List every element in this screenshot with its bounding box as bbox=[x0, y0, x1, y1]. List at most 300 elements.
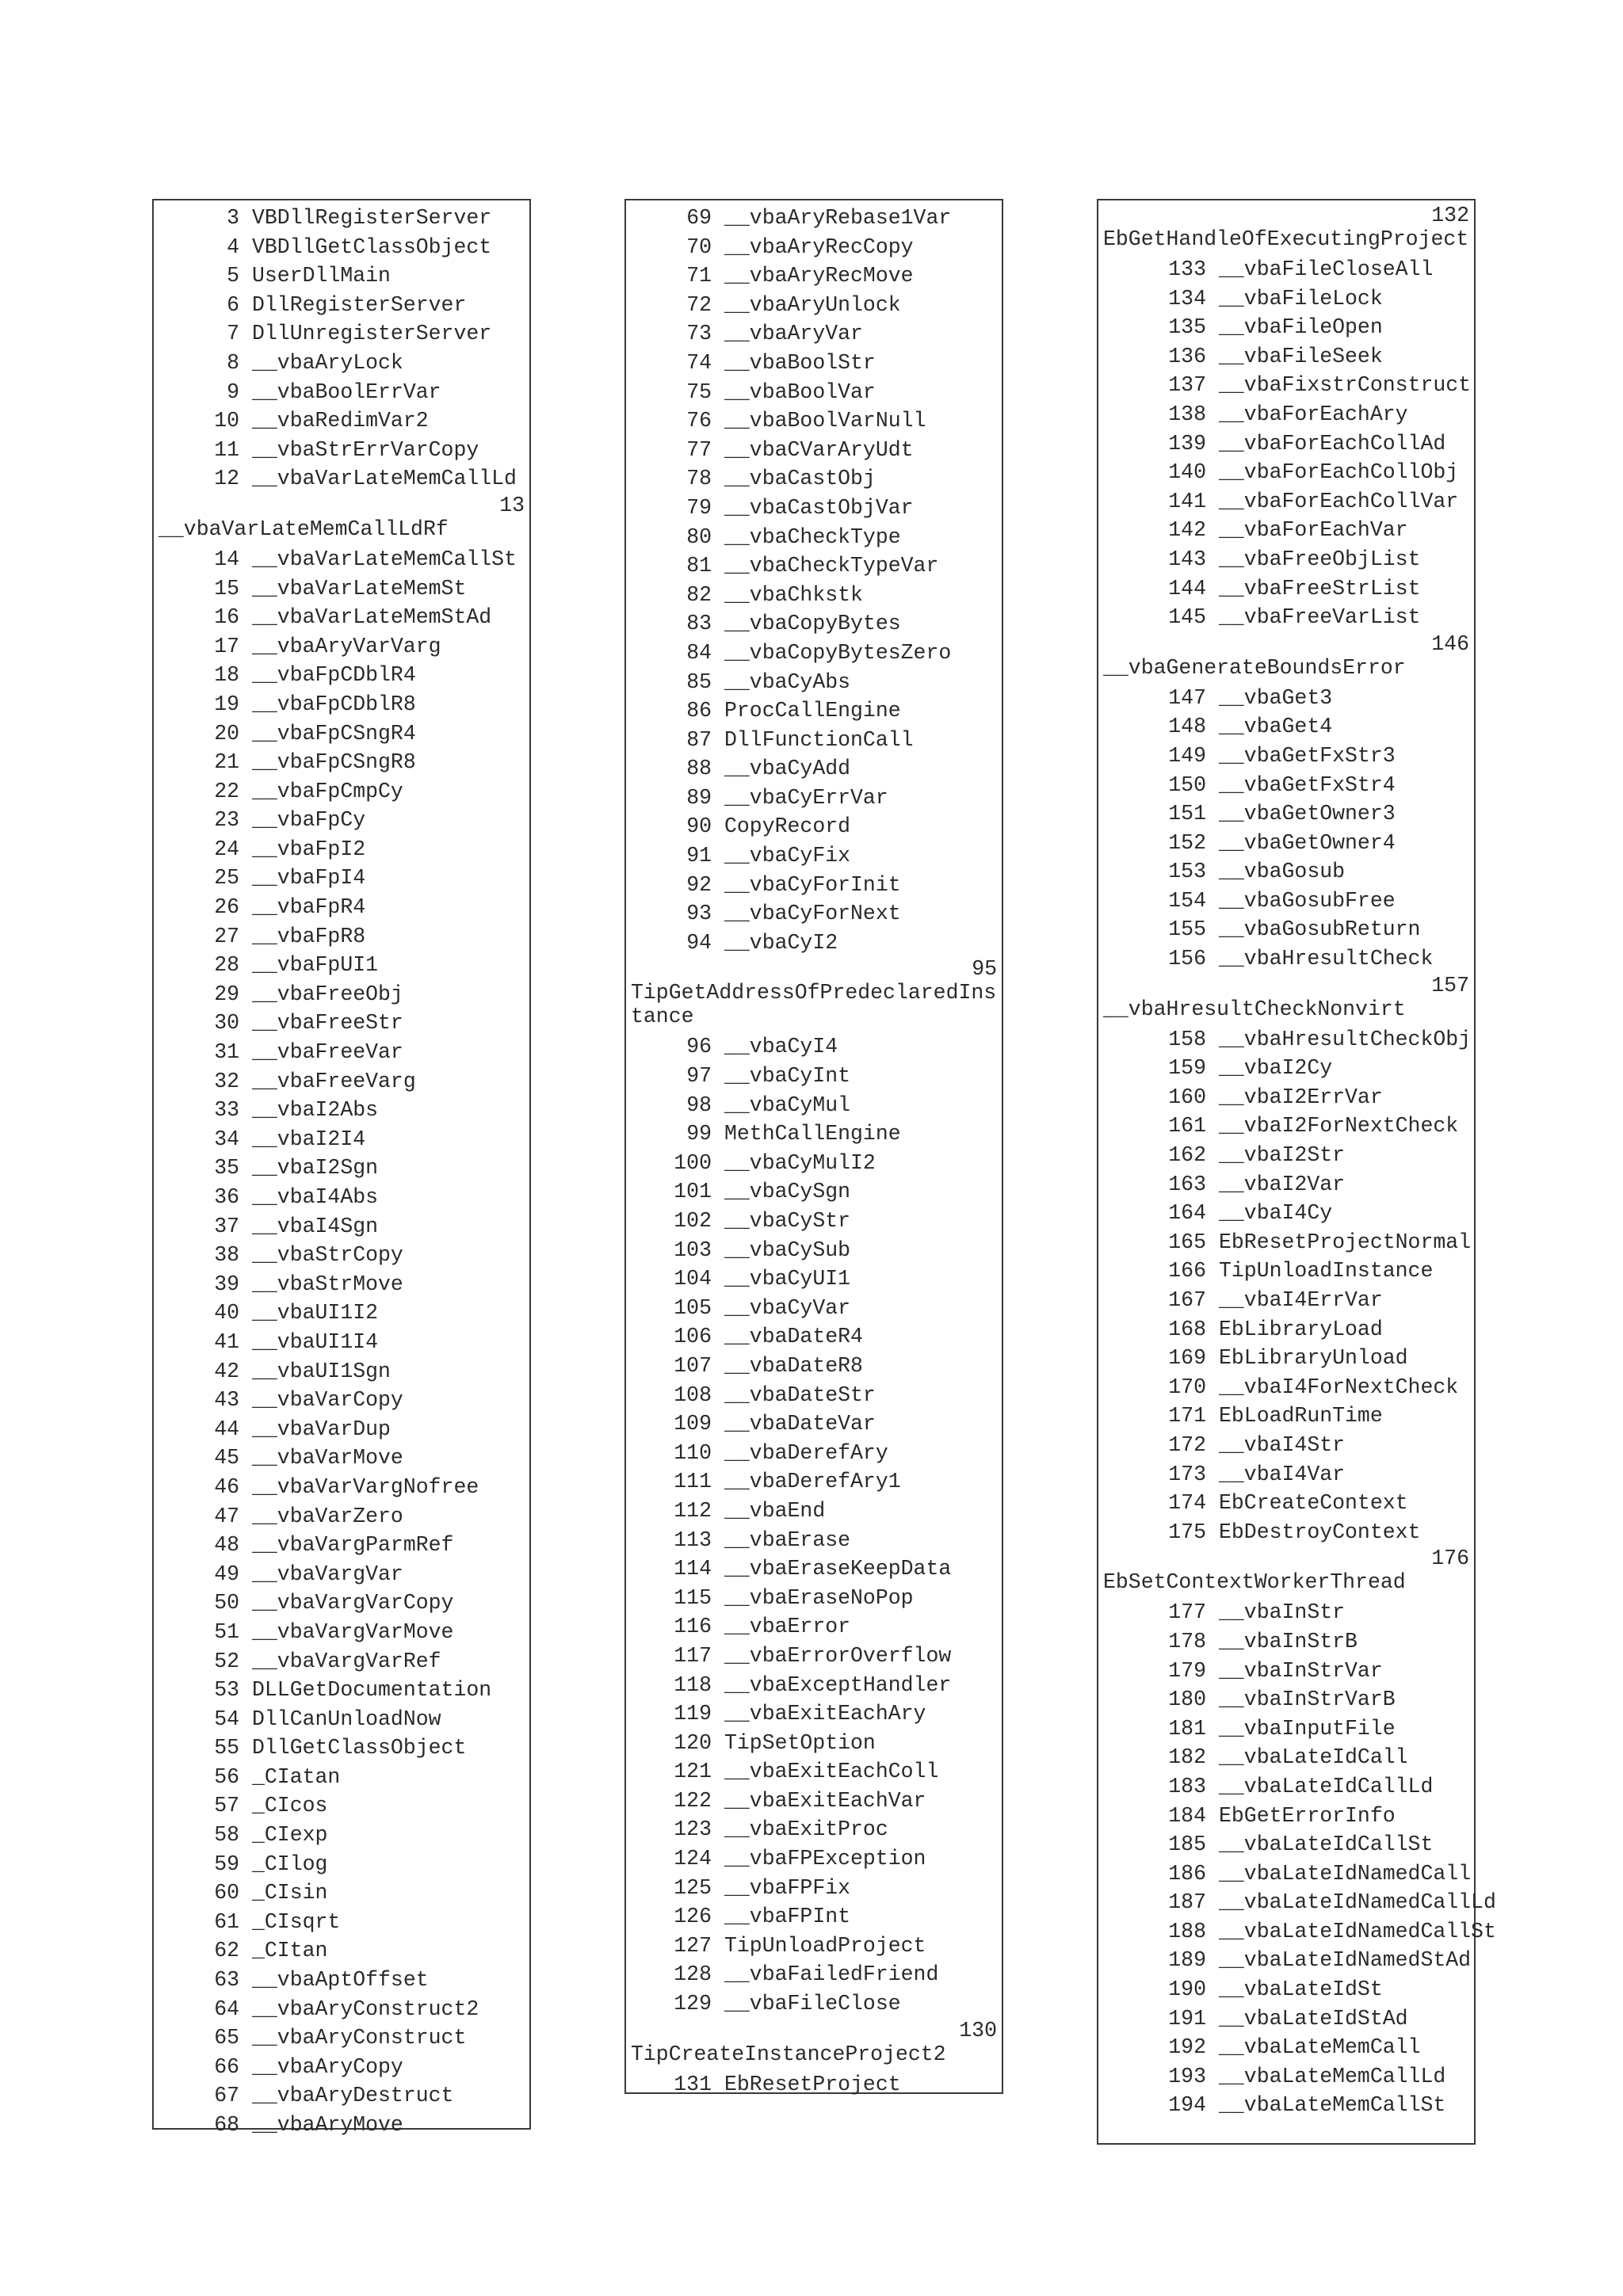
ordinal-number: 127 bbox=[674, 1933, 712, 1958]
export-entry bbox=[626, 1989, 1002, 2019]
export-entry bbox=[154, 864, 529, 893]
export-entry bbox=[626, 668, 1002, 697]
function-name: __vbaAryUnlock bbox=[724, 292, 901, 317]
function-name: EbCreateContext bbox=[1219, 1491, 1408, 1516]
function-name: __vbaVargVarRef bbox=[252, 1649, 441, 1673]
function-name: EbResetProjectNormal bbox=[1219, 1230, 1472, 1254]
export-entry bbox=[154, 349, 529, 378]
export-entry bbox=[626, 436, 1002, 465]
export-entry bbox=[154, 545, 529, 574]
export-entry bbox=[154, 1096, 529, 1125]
function-name: __vbaFpI2 bbox=[252, 837, 366, 861]
ordinal-number: 15 bbox=[214, 576, 239, 601]
export-entry bbox=[154, 1850, 529, 1879]
ordinal-number: 55 bbox=[214, 1736, 239, 1760]
export-entry bbox=[1098, 204, 1474, 255]
export-entry bbox=[626, 551, 1002, 581]
ordinal-number: 94 bbox=[686, 930, 712, 955]
export-entry bbox=[626, 1091, 1002, 1120]
function-name: TipUnloadProject bbox=[724, 1933, 926, 1958]
export-entry bbox=[1098, 458, 1474, 487]
function-name: __vbaStrMove bbox=[252, 1272, 403, 1296]
function-name: __vbaFileLock bbox=[1219, 286, 1383, 311]
ordinal-number: 63 bbox=[214, 1968, 239, 1993]
ordinal-number: 113 bbox=[674, 1527, 712, 1552]
ordinal-number: 38 bbox=[214, 1243, 239, 1268]
function-name: __vbaAryMove bbox=[252, 2113, 403, 2137]
export-entry bbox=[154, 1531, 529, 1560]
ordinal-number: 142 bbox=[1168, 518, 1206, 543]
ordinal-number: 98 bbox=[686, 1093, 712, 1117]
ordinal-number: 138 bbox=[1168, 402, 1206, 426]
ordinal-number: 84 bbox=[686, 640, 712, 665]
function-name: __vbaBoolErrVar bbox=[252, 379, 441, 404]
ordinal-number: 10 bbox=[214, 409, 239, 433]
function-name: __vbaDateVar bbox=[724, 1412, 876, 1436]
function-name: __vbaFreeObjList bbox=[1219, 547, 1421, 571]
ordinal-number: 87 bbox=[686, 727, 712, 752]
function-name: __vbaDateR8 bbox=[724, 1353, 863, 1378]
function-name: __vbaCopyBytes bbox=[724, 612, 901, 636]
export-entry bbox=[626, 871, 1002, 900]
ordinal-number: 6 bbox=[227, 292, 239, 317]
ordinal-number: 61 bbox=[214, 1909, 239, 1934]
export-entry bbox=[154, 1705, 529, 1734]
function-name: __vbaFPFix bbox=[724, 1875, 851, 1900]
ordinal-number: 60 bbox=[214, 1881, 239, 1905]
function-name: __vbaFileSeek bbox=[1219, 344, 1383, 368]
ordinal-number: 186 bbox=[1168, 1861, 1206, 1886]
function-name: __vbaErase bbox=[724, 1527, 851, 1552]
ordinal-number: 85 bbox=[686, 669, 712, 694]
function-name: __vbaI4Sgn bbox=[252, 1214, 379, 1238]
ordinal-number: 47 bbox=[214, 1504, 239, 1528]
ordinal-number: 14 bbox=[214, 547, 239, 571]
export-entry bbox=[626, 1381, 1002, 1410]
export-entry bbox=[626, 2019, 1002, 2070]
ordinal-number: 64 bbox=[214, 1997, 239, 2021]
function-name: EbLibraryLoad bbox=[1219, 1317, 1383, 1341]
ordinal-number: 154 bbox=[1168, 888, 1206, 913]
export-entry bbox=[154, 1009, 529, 1038]
export-entry bbox=[154, 690, 529, 719]
function-name: __vbaVarZero bbox=[252, 1504, 403, 1528]
ordinal-number: 42 bbox=[214, 1359, 239, 1383]
ordinal-number: 16 bbox=[214, 605, 239, 630]
function-name: MethCallEngine bbox=[724, 1122, 901, 1146]
export-entry bbox=[154, 261, 529, 291]
ordinal-number: 106 bbox=[674, 1325, 712, 1349]
function-name: __vbaGet4 bbox=[1219, 715, 1333, 739]
function-name: __vbaI4ErrVar bbox=[1219, 1288, 1383, 1312]
function-name: __vbaGenerateBoundsError bbox=[1103, 655, 1406, 680]
function-name: __vbaAryVarVarg bbox=[252, 634, 441, 658]
function-name: __vbaRedimVar2 bbox=[252, 409, 429, 433]
export-entry bbox=[626, 812, 1002, 841]
ordinal-number: 29 bbox=[214, 982, 239, 1006]
ordinal-number: 20 bbox=[214, 721, 239, 746]
export-entry bbox=[1098, 1657, 1474, 1686]
function-name: __vbaLateIdNamedStAd bbox=[1219, 1948, 1472, 1973]
function-name: __vbaStrCopy bbox=[252, 1243, 403, 1268]
function-name: __vbaDerefAry bbox=[724, 1440, 888, 1465]
ordinal-number: 125 bbox=[674, 1875, 712, 1900]
export-entry bbox=[154, 1386, 529, 1415]
ordinal-number: 69 bbox=[686, 206, 712, 230]
ordinal-number: 109 bbox=[674, 1412, 712, 1436]
ordinal-number: 91 bbox=[686, 844, 712, 868]
ordinal-number: 141 bbox=[1168, 489, 1206, 513]
export-entry bbox=[1098, 1598, 1474, 1627]
ordinal-number: 124 bbox=[674, 1847, 712, 1871]
function-name: __vbaCyFix bbox=[724, 844, 851, 868]
ordinal-number: 102 bbox=[674, 1209, 712, 1233]
export-entry bbox=[1098, 1112, 1474, 1141]
ordinal-number: 116 bbox=[674, 1615, 712, 1639]
function-name: __vbaBoolStr bbox=[724, 350, 876, 375]
function-name: __vbaDerefAry1 bbox=[724, 1470, 901, 1494]
export-entry bbox=[154, 1125, 529, 1154]
function-name: __vbaExitEachVar bbox=[724, 1788, 926, 1813]
export-entry bbox=[626, 406, 1002, 436]
export-list-column-1 bbox=[152, 199, 531, 2137]
ordinal-number: 151 bbox=[1168, 802, 1206, 826]
export-entry bbox=[1098, 603, 1474, 632]
ordinal-number: 178 bbox=[1168, 1629, 1206, 1653]
function-name: _CIatan bbox=[252, 1764, 341, 1789]
ordinal-number: 168 bbox=[1168, 1317, 1206, 1341]
ordinal-number: 163 bbox=[1168, 1172, 1206, 1196]
ordinal-number: 119 bbox=[674, 1702, 712, 1726]
function-name: __vbaFreeStr bbox=[252, 1011, 403, 1035]
ordinal-number: 120 bbox=[674, 1730, 712, 1755]
ordinal-number: 145 bbox=[1168, 605, 1206, 630]
ordinal-number: 167 bbox=[1168, 1288, 1206, 1312]
ordinal-number: 134 bbox=[1168, 286, 1206, 311]
export-entry bbox=[154, 2081, 529, 2111]
function-name: __vbaI4Var bbox=[1219, 1462, 1346, 1486]
ordinal-number: 53 bbox=[214, 1678, 239, 1703]
function-name: __vbaFreeVar bbox=[252, 1040, 403, 1065]
export-list-column-2 bbox=[624, 199, 1003, 2094]
function-name: EbSetContextWorkerThread bbox=[1103, 1570, 1406, 1595]
function-name: __vbaGosubReturn bbox=[1219, 917, 1421, 942]
function-name: __vbaVarLateMemCallSt bbox=[252, 547, 517, 571]
export-entry bbox=[1098, 1489, 1474, 1518]
export-entry bbox=[154, 378, 529, 407]
function-name: __vbaI4Cy bbox=[1219, 1201, 1333, 1226]
export-entry bbox=[626, 2070, 1002, 2100]
ordinal-number: 169 bbox=[1168, 1346, 1206, 1371]
export-entry bbox=[154, 632, 529, 662]
ordinal-number: 21 bbox=[214, 750, 239, 775]
function-name: EbResetProject bbox=[724, 2072, 901, 2096]
function-name: __vbaCheckType bbox=[724, 524, 901, 549]
export-entry bbox=[154, 1560, 529, 1589]
function-name: __vbaLateIdCallLd bbox=[1219, 1774, 1434, 1798]
ordinal-number: 23 bbox=[214, 808, 239, 833]
export-entry bbox=[154, 1763, 529, 1792]
function-name: __vbaFPInt bbox=[724, 1905, 851, 1929]
export-entry bbox=[1098, 1743, 1474, 1772]
function-name: __vbaGosubFree bbox=[1219, 888, 1396, 913]
export-entry bbox=[626, 1177, 1002, 1207]
export-entry bbox=[626, 349, 1002, 378]
ordinal-number: 191 bbox=[1168, 2006, 1206, 2031]
ordinal-number: 171 bbox=[1168, 1404, 1206, 1428]
ordinal-number: 31 bbox=[214, 1040, 239, 1065]
function-name: __vbaCyForNext bbox=[724, 902, 901, 926]
function-name: __vbaFpCy bbox=[252, 808, 366, 833]
export-entry bbox=[626, 1207, 1002, 1236]
export-entry bbox=[626, 1815, 1002, 1844]
export-entry bbox=[1098, 771, 1474, 800]
function-name: __vbaVarCopy bbox=[252, 1388, 403, 1413]
ordinal-number: 174 bbox=[1168, 1491, 1206, 1516]
ordinal-number: 100 bbox=[674, 1150, 712, 1175]
export-entry bbox=[1098, 1344, 1474, 1373]
export-entry bbox=[626, 1554, 1002, 1584]
ordinal-number: 182 bbox=[1168, 1745, 1206, 1770]
function-name: __vbaCheckTypeVar bbox=[724, 554, 939, 578]
function-name: __vbaDateStr bbox=[724, 1383, 876, 1407]
export-entry bbox=[626, 1322, 1002, 1352]
ordinal-number: 17 bbox=[214, 634, 239, 658]
function-name: __vbaVarLateMemSt bbox=[252, 576, 467, 601]
function-name: _CIexp bbox=[252, 1823, 328, 1848]
export-entry bbox=[1098, 516, 1474, 545]
export-entry bbox=[626, 204, 1002, 233]
export-entry bbox=[626, 1032, 1002, 1062]
export-entry bbox=[154, 1966, 529, 1995]
ordinal-number: 101 bbox=[674, 1180, 712, 1204]
function-name: __vbaCyAbs bbox=[724, 669, 851, 694]
ordinal-number: 56 bbox=[214, 1764, 239, 1789]
function-name: VBDllGetClassObject bbox=[252, 235, 492, 259]
function-name: __vbaVargVar bbox=[252, 1562, 403, 1586]
ordinal-number: 43 bbox=[214, 1388, 239, 1413]
export-entry bbox=[154, 1067, 529, 1097]
export-entry bbox=[1098, 1199, 1474, 1228]
ordinal-number: 189 bbox=[1168, 1948, 1206, 1973]
function-name: __vbaI2Var bbox=[1219, 1172, 1346, 1196]
ordinal-number: 96 bbox=[686, 1035, 712, 1059]
function-name: __vbaChkstk bbox=[724, 582, 863, 607]
export-entry bbox=[154, 1270, 529, 1299]
ordinal-number: 164 bbox=[1168, 1201, 1206, 1226]
function-name: __vbaCyForInit bbox=[724, 872, 901, 897]
ordinal-number: 117 bbox=[674, 1643, 712, 1668]
function-name: TipCreateInstanceProject2 bbox=[631, 2042, 946, 2066]
ordinal-number: 105 bbox=[674, 1295, 712, 1320]
function-name: __vbaCyMulI2 bbox=[724, 1150, 876, 1175]
ordinal-number: 59 bbox=[214, 1852, 239, 1876]
ordinal-number: 172 bbox=[1168, 1432, 1206, 1457]
ordinal-number: 89 bbox=[686, 785, 712, 810]
function-name: __vbaBoolVar bbox=[724, 379, 876, 404]
function-name: __vbaFreeStrList bbox=[1219, 576, 1421, 601]
function-name: __vbaCVarAryUdt bbox=[724, 437, 914, 462]
ordinal-number: 49 bbox=[214, 1562, 239, 1586]
function-name: __vbaCyI4 bbox=[724, 1035, 838, 1059]
export-entry bbox=[1098, 545, 1474, 574]
ordinal-number: 135 bbox=[1168, 315, 1206, 340]
ordinal-number: 188 bbox=[1168, 1919, 1206, 1943]
export-entry bbox=[1098, 1083, 1474, 1112]
function-name: __vbaEraseNoPop bbox=[724, 1585, 914, 1610]
export-entry bbox=[1098, 2004, 1474, 2034]
ordinal-number: 173 bbox=[1168, 1462, 1206, 1486]
ordinal-number: 51 bbox=[214, 1619, 239, 1644]
export-entry bbox=[154, 1473, 529, 1502]
export-entry bbox=[1098, 944, 1474, 974]
export-entry bbox=[1098, 1802, 1474, 1831]
function-name: __vbaFpCSngR4 bbox=[252, 721, 416, 746]
ordinal-number: 165 bbox=[1168, 1230, 1206, 1254]
function-name: __vbaForEachCollAd bbox=[1219, 431, 1446, 456]
export-entry bbox=[1098, 1946, 1474, 1975]
function-name: EbLibraryUnload bbox=[1219, 1346, 1408, 1371]
ordinal-number: 74 bbox=[686, 350, 712, 375]
function-name: __vbaCastObj bbox=[724, 467, 876, 491]
function-name: __vbaAryRecCopy bbox=[724, 235, 914, 259]
export-entry bbox=[154, 1154, 529, 1183]
export-entry bbox=[626, 1409, 1002, 1439]
export-entry bbox=[1098, 887, 1474, 916]
export-entry bbox=[1098, 1170, 1474, 1199]
export-entry bbox=[1098, 1228, 1474, 1257]
ordinal-number: 108 bbox=[674, 1383, 712, 1407]
export-entry bbox=[626, 319, 1002, 349]
export-entry bbox=[154, 1647, 529, 1676]
ordinal-number: 133 bbox=[1168, 257, 1206, 281]
export-entry bbox=[154, 1618, 529, 1647]
function-name: __vbaFpI4 bbox=[252, 866, 366, 891]
function-name: __vbaAryLock bbox=[252, 350, 403, 375]
function-name: __vbaI2ForNextCheck bbox=[1219, 1114, 1459, 1138]
function-name: __vbaHresultCheck bbox=[1219, 947, 1434, 971]
ordinal-number: 99 bbox=[686, 1122, 712, 1146]
ordinal-number: 57 bbox=[214, 1794, 239, 1818]
export-entry bbox=[154, 1241, 529, 1270]
function-name: __vbaHresultCheckNonvirt bbox=[1103, 997, 1406, 1021]
function-name: __vbaI4Abs bbox=[252, 1185, 379, 1209]
export-entry bbox=[626, 378, 1002, 407]
function-name: __vbaLateIdSt bbox=[1219, 1978, 1383, 2002]
function-name: __vbaEraseKeepData bbox=[724, 1557, 952, 1581]
function-name: __vbaInStrVarB bbox=[1219, 1688, 1396, 1712]
function-name: __vbaAryDestruct bbox=[252, 2084, 454, 2108]
ordinal-number: 110 bbox=[674, 1440, 712, 1465]
ordinal-number: 166 bbox=[1168, 1259, 1206, 1283]
function-name: TipUnloadInstance bbox=[1219, 1259, 1434, 1283]
export-entry bbox=[154, 1821, 529, 1850]
function-name: _CIcos bbox=[252, 1794, 328, 1818]
function-name: __vbaCySub bbox=[724, 1238, 851, 1262]
function-name: TipGetAddressOfPredeclaredInstance bbox=[631, 981, 997, 1029]
export-entry bbox=[154, 1733, 529, 1763]
ordinal-number: 41 bbox=[214, 1329, 239, 1354]
ordinal-number: 192 bbox=[1168, 2035, 1206, 2060]
ordinal-number: 158 bbox=[1168, 1027, 1206, 1051]
ordinal-number: 34 bbox=[214, 1127, 239, 1151]
function-name: __vbaVargVarMove bbox=[252, 1619, 454, 1644]
export-entry bbox=[154, 1328, 529, 1357]
function-name: __vbaFileCloseAll bbox=[1219, 257, 1434, 281]
ordinal-number: 144 bbox=[1168, 576, 1206, 601]
export-entry bbox=[626, 899, 1002, 929]
export-entry bbox=[154, 1299, 529, 1328]
export-entry bbox=[154, 1415, 529, 1444]
ordinal-number: 181 bbox=[1168, 1716, 1206, 1741]
export-entry bbox=[626, 581, 1002, 610]
function-name: __vbaInStrVar bbox=[1219, 1658, 1383, 1683]
function-name: DllRegisterServer bbox=[252, 292, 467, 317]
function-name: __vbaFpCDblR4 bbox=[252, 663, 416, 688]
function-name: __vbaFpCSngR8 bbox=[252, 750, 416, 775]
export-entry bbox=[154, 319, 529, 349]
ordinal-number: 129 bbox=[674, 1992, 712, 2016]
export-entry bbox=[154, 1676, 529, 1705]
function-name: __vbaGetOwner4 bbox=[1219, 830, 1396, 855]
export-entry bbox=[626, 784, 1002, 813]
function-name: __vbaCopyBytesZero bbox=[724, 640, 952, 665]
export-entry bbox=[1098, 1518, 1474, 1547]
ordinal-number: 143 bbox=[1168, 547, 1206, 571]
export-entry bbox=[626, 1699, 1002, 1729]
ordinal-number: 58 bbox=[214, 1823, 239, 1848]
function-name: __vbaFPException bbox=[724, 1847, 926, 1871]
export-entry bbox=[154, 1791, 529, 1821]
export-entry bbox=[154, 1936, 529, 1966]
function-name: __vbaExitEachColl bbox=[724, 1760, 939, 1784]
ordinal-number: 123 bbox=[674, 1817, 712, 1842]
function-name: CopyRecord bbox=[724, 814, 851, 839]
export-entry bbox=[626, 523, 1002, 552]
function-name: __vbaAryConstruct bbox=[252, 2026, 467, 2050]
ordinal-number: 27 bbox=[214, 924, 239, 948]
ordinal-number: 36 bbox=[214, 1185, 239, 1209]
ordinal-number: 180 bbox=[1168, 1688, 1206, 1712]
export-entry bbox=[154, 1183, 529, 1212]
export-entry bbox=[154, 719, 529, 749]
export-entry bbox=[626, 1787, 1002, 1816]
ordinal-number: 26 bbox=[214, 895, 239, 920]
function-name: _CIsin bbox=[252, 1881, 328, 1905]
ordinal-number: 62 bbox=[214, 1939, 239, 1963]
export-entry bbox=[626, 1642, 1002, 1671]
function-name: __vbaLateIdCall bbox=[1219, 1745, 1408, 1770]
export-entry bbox=[626, 1062, 1002, 1091]
function-name: DLLGetDocumentation bbox=[252, 1678, 492, 1703]
function-name: __vbaFreeObj bbox=[252, 982, 403, 1006]
ordinal-number: 7 bbox=[227, 322, 239, 346]
function-name: __vbaError bbox=[724, 1615, 851, 1639]
export-entry bbox=[1098, 1714, 1474, 1744]
export-entry bbox=[154, 574, 529, 604]
ordinal-number: 70 bbox=[686, 235, 712, 259]
ordinal-number: 156 bbox=[1168, 947, 1206, 971]
function-name: __vbaFreeVarg bbox=[252, 1069, 416, 1093]
export-entry bbox=[154, 1908, 529, 1937]
export-entry bbox=[626, 726, 1002, 755]
ordinal-number: 3 bbox=[227, 206, 239, 230]
ordinal-number: 40 bbox=[214, 1301, 239, 1325]
export-entry bbox=[626, 841, 1002, 871]
function-name: __vbaGosub bbox=[1219, 860, 1346, 884]
export-entry bbox=[626, 1119, 1002, 1149]
ordinal-number: 79 bbox=[686, 495, 712, 520]
